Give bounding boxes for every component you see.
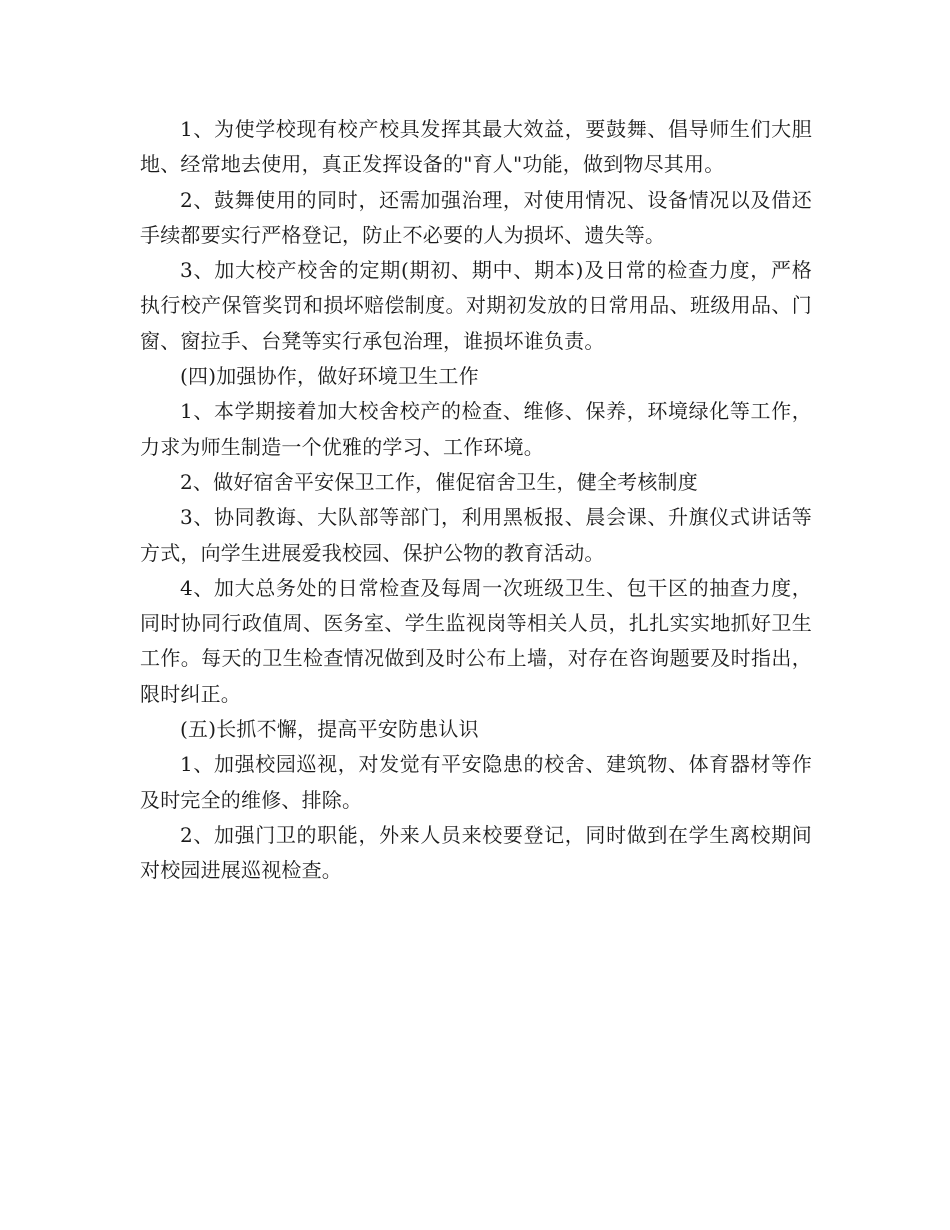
section-heading-4: (四)加强协作，做好环境卫生工作: [180, 364, 479, 389]
paragraph-3: 3、加大校产校舍的定期(期初、期中、期本)及日常的检查力度，严格执行校产保管奖罚和损坏赔偿制度。对期初发放的日常用品、班级用品、门窗、窗拉手、台凳等实行承包治理，谁损坏谁负责。: [140, 258, 812, 353]
paragraph-4-4: 4、加大总务处的日常检查及每周一次班级卫生、包干区的抽查力度，同时协同行政值周、医务室、学生监视岗等相关人员，扎扎实实地抓好卫生工作。每天的卫生检查情况做到及时公布上墙，对存在咨询题要及时指出，限时纠正。: [140, 575, 812, 706]
paragraph-5-1: 1、加强校园巡视，对发觉有平安隐患的校舍、建筑物、体育器材等作及时完全的维修、排除。: [140, 752, 812, 812]
paragraph-5-2: 2、加强门卫的职能，外来人员来校要登记，同时做到在学生离校期间对校园进展巡视检查。: [140, 822, 812, 883]
paragraph-4-2: 2、做好宿舍平安保卫工作，催促宿舍卫生，健全考核制度: [180, 469, 698, 494]
paragraph-1: 1、为使学校现有校产校具发挥其最大效益，要鼓舞、倡导师生们大胆地、经常地去使用，真正发挥设备的"育人"功能，做到物尽其用。: [140, 117, 812, 177]
paragraph-4-1: 1、本学期接着加大校舍校产的检查、维修、保养，环境绿化等工作，力求为师生制造一个优雅的学习、工作环境。: [140, 399, 812, 459]
section-heading-5: (五)长抓不懈，提高平安防患认识: [180, 717, 479, 742]
paragraph-2: 2、鼓舞使用的同时，还需加强治理，对使用情况、设备情况以及借还手续都要实行严格登记，防止不必要的人为损坏、遗失等。: [140, 187, 812, 247]
document-body: [140, 112, 812, 889]
paragraph-4-3: 3、协同教诲、大队部等部门，利用黑板报、晨会课、升旗仪式讲话等方式，向学生进展爱我校园、保护公物的教育活动。: [140, 505, 812, 565]
